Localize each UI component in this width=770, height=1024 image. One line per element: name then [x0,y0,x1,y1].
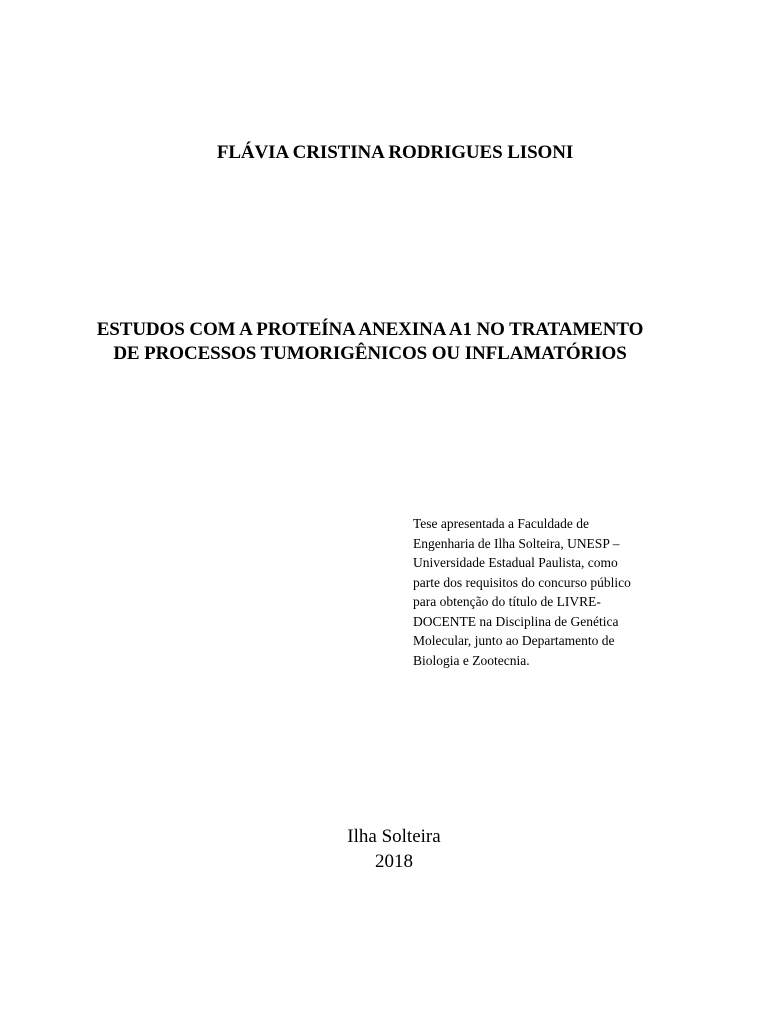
thesis-statement [413,514,673,670]
author-name: FLÁVIA CRISTINA RODRIGUES LISONI [216,142,574,163]
statement-line: Molecular, junto ao Departamento de [413,633,615,648]
year: 2018 [375,851,413,872]
statement-line: Tese apresentada a Faculdade de [413,516,589,531]
city: Ilha Solteira [347,826,441,847]
thesis-title [40,318,700,366]
statement-line: para obtenção do título de LIVRE- [413,594,601,609]
thesis-title-line: ESTUDOS COM A PROTEÍNA ANEXINA A1 NO TRATAMENTO [96,319,644,340]
thesis-title-line: DE PROCESSOS TUMORIGÊNICOS OU INFLAMATÓRIOS [113,343,627,364]
place-and-date [0,824,770,874]
statement-line: DOCENTE na Disciplina de Genética [413,613,619,629]
statement-line: Engenharia de Ilha Solteira, UNESP – [413,535,620,551]
statement-line: parte dos requisitos do concurso público [413,574,631,590]
statement-line: Biologia e Zootecnia. [413,652,530,668]
statement-line: Universidade Estadual Paulista, como [413,555,618,570]
